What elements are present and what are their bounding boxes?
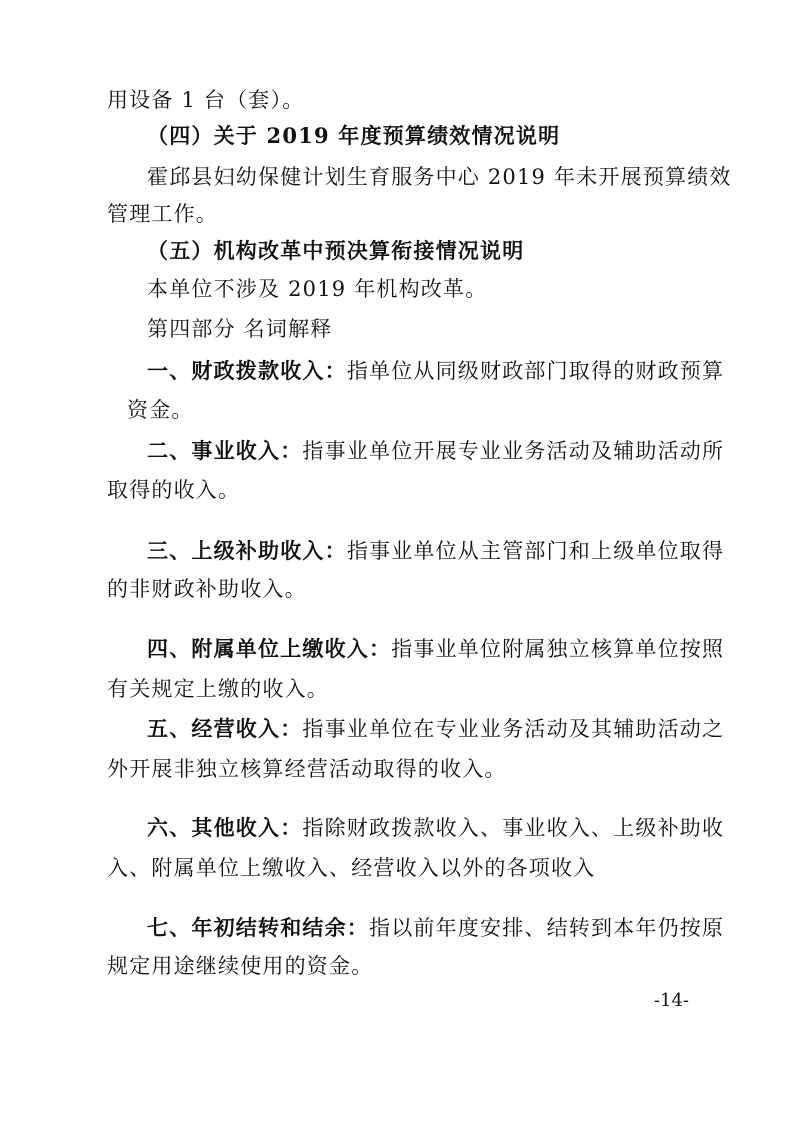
- text-line: 有关规定上缴的收入。: [107, 677, 329, 701]
- definition-line: [147, 438, 724, 464]
- definition-term: 二、事业收入：: [147, 438, 303, 463]
- definition-term: 六、其他收入：: [147, 815, 303, 840]
- definition-term: 七、年初结转和结余：: [147, 915, 369, 940]
- text-line: 的非财政补助收入。: [107, 577, 307, 601]
- part-heading: 第四部分 名词解释: [147, 317, 333, 341]
- section-heading: （四）关于 2019 年度预算绩效情况说明: [147, 123, 561, 148]
- definition-text: 指除财政拨款收入、事业收入、上级补助收: [302, 816, 725, 840]
- definition-term: 五、经营收入：: [147, 716, 303, 741]
- definition-line: [147, 815, 724, 841]
- definition-text: 指事业单位在专业业务活动及其辅助活动之: [302, 717, 725, 741]
- text-line: 外开展非独立核算经营活动取得的收入。: [107, 757, 507, 781]
- text-line: 规定用途继续使用的资金。: [107, 954, 374, 978]
- definition-term: 四、附属单位上缴收入：: [147, 636, 392, 661]
- text-line: 本单位不涉及 2019 年机构改革。: [147, 277, 488, 301]
- definition-line: [147, 915, 724, 941]
- definition-line: [147, 358, 724, 384]
- page-number: -14-: [653, 990, 689, 1011]
- definition-line: [147, 716, 724, 742]
- definition-text: 指事业单位从主管部门和上级单位取得: [346, 539, 725, 563]
- text-line: 资金。: [127, 398, 194, 422]
- text-line: 入、附属单位上缴收入、经营收入以外的各项收入: [107, 856, 596, 880]
- text-line: 取得的收入。: [107, 478, 241, 502]
- definition-text: 指事业单位附属独立核算单位按照: [391, 637, 725, 661]
- definition-line: [147, 636, 724, 662]
- section-heading: （五）机构改革中预决算衔接情况说明: [147, 238, 525, 263]
- text-line: 管理工作。: [107, 202, 218, 226]
- definition-text: 指事业单位开展专业业务活动及辅助活动所: [302, 439, 725, 463]
- text-line: 霍邱县妇幼保健计划生育服务中心 2019 年未开展预算绩效: [147, 165, 732, 189]
- definition-line: [147, 538, 724, 564]
- definition-text: 指以前年度安排、结转到本年仍按原: [369, 916, 725, 940]
- text-line: 用设备 1 台（套）。: [107, 88, 305, 112]
- definition-term: 一、财政拨款收入：: [147, 358, 347, 383]
- definition-term: 三、上级补助收入：: [147, 538, 347, 563]
- definition-text: 指单位从同级财政部门取得的财政预算: [346, 359, 725, 383]
